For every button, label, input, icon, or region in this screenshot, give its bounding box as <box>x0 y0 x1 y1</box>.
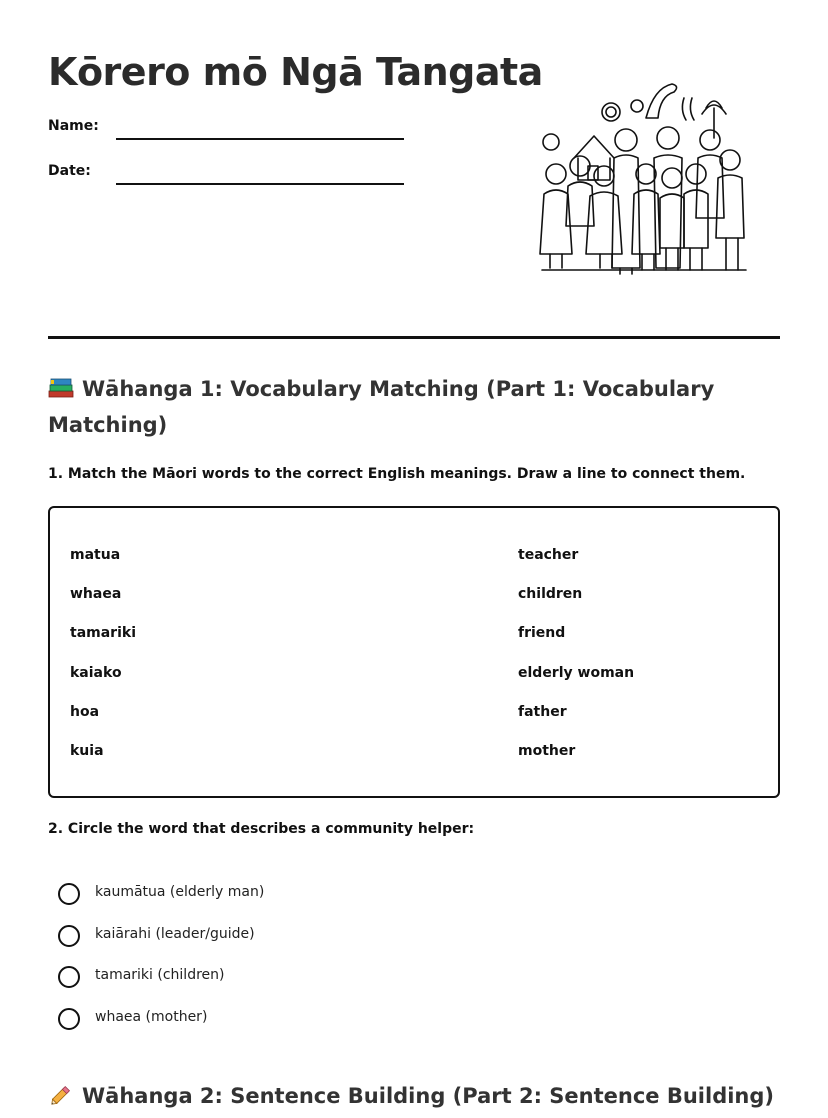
option-label: kaiārahi (leader/guide) <box>95 925 255 942</box>
radio-circle-icon[interactable] <box>58 1008 80 1030</box>
question-2-text: 2. Circle the word that describes a community helper: <box>48 821 475 837</box>
english-meaning-item[interactable]: teacher <box>518 547 579 563</box>
option-label: whaea (mother) <box>95 1008 208 1025</box>
radio-circle-icon[interactable] <box>58 925 80 947</box>
date-field-row <box>48 163 408 187</box>
section1-heading <box>48 371 728 443</box>
name-line[interactable] <box>116 138 404 140</box>
english-meaning-item[interactable]: elderly woman <box>518 664 635 681</box>
community-people-illustration-icon <box>534 78 754 278</box>
english-meaning-item[interactable]: children <box>518 586 583 603</box>
matching-box <box>48 506 780 798</box>
section-divider <box>48 336 780 339</box>
radio-circle-icon[interactable] <box>58 883 80 905</box>
name-field-row <box>48 118 408 142</box>
maori-word-item[interactable]: kaiako <box>70 664 122 681</box>
name-label: Name: <box>48 118 99 134</box>
english-meaning-item[interactable]: mother <box>518 742 576 759</box>
date-line[interactable] <box>116 183 404 185</box>
option-label: kaumātua (elderly man) <box>95 884 265 900</box>
maori-word-item[interactable]: kuia <box>70 742 104 759</box>
option-label: tamariki (children) <box>95 967 225 983</box>
pencil-icon <box>48 1084 74 1106</box>
page-title: Kōrero mō Ngā Tangata <box>48 50 543 94</box>
maori-word-item[interactable]: tamariki <box>70 625 136 642</box>
section2-heading-text: Wāhanga 2: Sentence Building (Part 2: Sentence Building) <box>82 1084 775 1108</box>
english-meaning-item[interactable]: father <box>518 703 567 720</box>
maori-word-item[interactable]: whaea <box>70 586 122 603</box>
maori-words-column <box>70 546 136 781</box>
radio-circle-icon[interactable] <box>58 966 80 988</box>
date-label: Date: <box>48 163 91 179</box>
question-1-text: 1. Match the Māori words to the correct English meanings. Draw a line to connect them. <box>48 466 746 482</box>
maori-word-item[interactable]: matua <box>70 547 121 563</box>
english-meanings-column <box>518 546 634 781</box>
books-icon <box>48 377 74 399</box>
section2-heading <box>48 1078 775 1114</box>
english-meaning-item[interactable]: friend <box>518 625 566 642</box>
section1-heading-text: Wāhanga 1: Vocabulary Matching (Part 1: Vocabulary Matching) <box>48 377 715 437</box>
maori-word-item[interactable]: hoa <box>70 703 100 720</box>
